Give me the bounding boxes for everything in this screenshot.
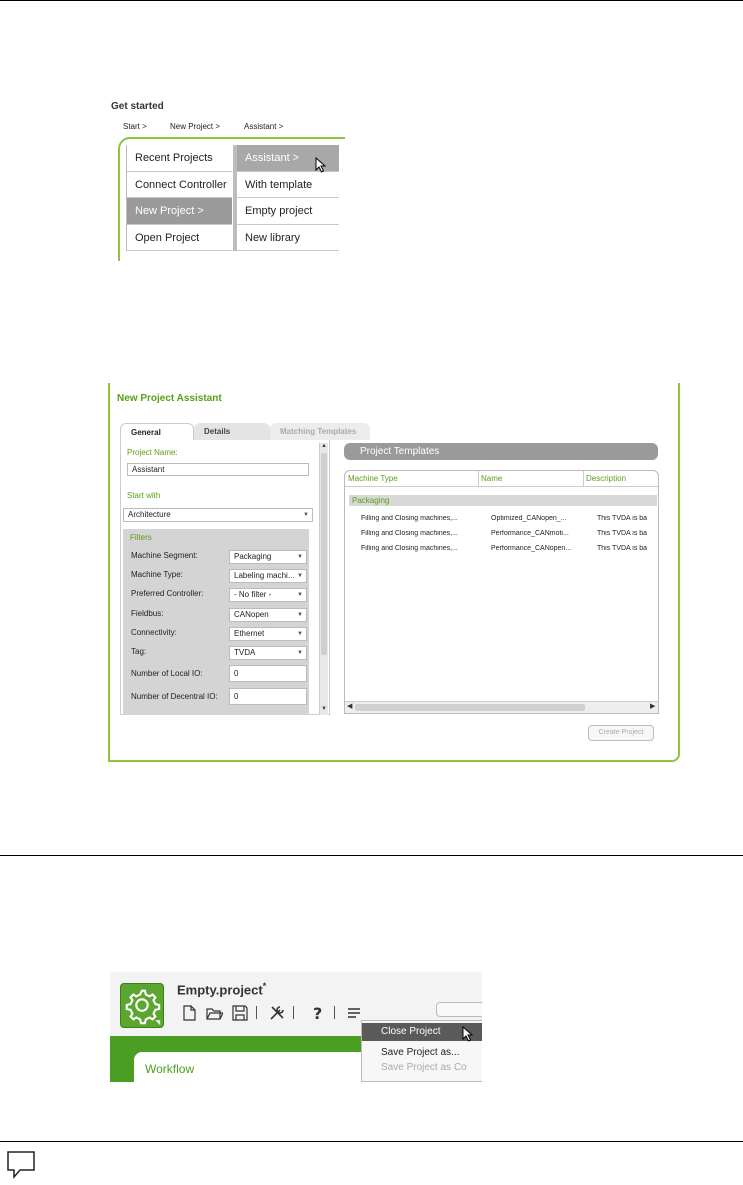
table-row[interactable] (345, 542, 659, 556)
cell-description: This TVDA is ba (597, 515, 648, 522)
get-started-screenshot (109, 97, 345, 261)
scrollbar-thumb[interactable] (355, 704, 585, 711)
workflow-label: Workflow (145, 1062, 195, 1076)
modified-marker: * (262, 981, 267, 991)
dropdown-arrow-icon: ▼ (297, 592, 303, 598)
project-window-screenshot (110, 972, 482, 1082)
dropdown-arrow-icon: ▼ (297, 573, 303, 579)
new-project-assistant-screenshot (108, 383, 680, 762)
menu-new-project[interactable]: New Project > (127, 198, 232, 225)
dropdown-arrow-icon: ▼ (297, 631, 303, 637)
templates-table (344, 470, 659, 714)
project-title (177, 981, 266, 997)
middle-rule (0, 855, 743, 856)
breadcrumb-assistant[interactable]: Assistant > (244, 122, 284, 131)
menu-save-project-as-compressed[interactable]: Save Project as Co (381, 1062, 467, 1073)
decentral-io-input[interactable]: 0 (229, 688, 307, 705)
dropdown-arrow-icon: ▼ (297, 554, 303, 560)
machine-type-label: Machine Type: (131, 570, 183, 579)
tab-details[interactable]: Details (194, 423, 270, 440)
project-filename: Empty.project (177, 982, 263, 998)
save-icon[interactable] (231, 1004, 249, 1022)
start-with-dropdown[interactable] (123, 508, 313, 522)
cell-machine-type: Filling and Closing machines,... (361, 530, 458, 537)
cell-description: This TVDA is ba (597, 530, 648, 537)
left-panel-scrollbar[interactable] (319, 443, 328, 715)
column-machine-type[interactable]: Machine Type (348, 474, 398, 483)
cell-name: Performance_CANmoti... (491, 530, 569, 537)
column-description[interactable]: Description (586, 474, 627, 483)
dropdown-arrow-icon: ▼ (303, 512, 309, 518)
submenu-assistant[interactable]: Assistant > (237, 145, 339, 172)
toolbar-separator (256, 1006, 257, 1019)
scroll-left-icon[interactable]: ◀ (347, 703, 353, 710)
tag-label: Tag: (131, 647, 147, 656)
cell-name: Optimized_CANopen_... (491, 515, 567, 522)
column-name[interactable]: Name (481, 474, 503, 483)
menu-recent-projects[interactable]: Recent Projects (127, 145, 232, 172)
menu-save-project-as[interactable]: Save Project as... (381, 1047, 460, 1058)
dropdown-arrow-icon: ▼ (297, 612, 303, 618)
machine-type-value: Labeling machi... (234, 571, 295, 580)
fieldbus-label: Fieldbus: (131, 609, 164, 618)
new-file-icon[interactable] (180, 1004, 198, 1022)
tools-icon[interactable] (268, 1004, 286, 1022)
cell-machine-type: Filling and Closing machines,... (361, 515, 458, 522)
machine-segment-value: Packaging (234, 552, 272, 561)
local-io-label: Number of Local IO: (131, 669, 203, 678)
scroll-right-icon[interactable]: ▶ (650, 703, 656, 710)
local-io-input[interactable]: 0 (229, 665, 307, 682)
fieldbus-value: CANopen (234, 610, 269, 619)
toolbar-separator (293, 1006, 294, 1019)
filters-panel (123, 529, 309, 715)
get-started-title: Get started (111, 101, 164, 112)
create-project-button[interactable]: Create Project (588, 725, 654, 741)
column-separator (583, 471, 584, 487)
project-name-input[interactable]: Assistant (127, 463, 309, 476)
machine-segment-label: Machine Segment: (131, 551, 198, 560)
table-row[interactable] (345, 527, 659, 541)
open-folder-icon[interactable] (205, 1004, 223, 1022)
filters-heading: Filters (130, 533, 152, 542)
scroll-down-icon[interactable]: ▼ (321, 706, 327, 712)
tag-dropdown[interactable] (229, 646, 307, 660)
mouse-cursor-icon (462, 1026, 474, 1042)
bottom-rule (0, 1141, 743, 1142)
submenu-empty-project[interactable]: Empty project (237, 198, 339, 225)
gear-logo-icon (120, 983, 164, 1028)
submenu-new-library[interactable]: New library (237, 225, 339, 252)
table-header (345, 471, 659, 487)
table-horizontal-scrollbar[interactable] (345, 701, 658, 713)
menu-open-project[interactable]: Open Project (127, 225, 232, 252)
scroll-up-icon[interactable]: ▲ (321, 443, 327, 449)
dropdown-arrow-icon: ▼ (297, 650, 303, 656)
decentral-io-label: Number of Decentral IO: (131, 692, 218, 701)
menu-close-project[interactable]: Close Project (362, 1023, 482, 1041)
tab-general[interactable]: General (120, 423, 194, 440)
breadcrumb-new-project[interactable]: New Project > (170, 122, 221, 131)
top-rule (0, 0, 743, 1)
gear-icon (121, 984, 163, 1027)
fieldbus-dropdown[interactable] (229, 608, 307, 622)
connectivity-value: Ethernet (234, 629, 265, 638)
machine-segment-dropdown[interactable] (229, 550, 307, 564)
project-templates-header: Project Templates (344, 443, 658, 460)
toolbar-dropdown-button[interactable] (436, 1002, 482, 1017)
group-packaging[interactable]: Packaging (349, 495, 657, 506)
preferred-controller-value: - No filter - (234, 590, 272, 599)
cell-name: Performance_CANopen... (491, 545, 572, 552)
svg-text:?: ? (313, 1004, 323, 1022)
start-menu (126, 145, 232, 251)
machine-type-dropdown[interactable] (229, 569, 307, 583)
workflow-panel (134, 1052, 374, 1082)
project-name-label: Project Name: (127, 448, 178, 457)
toolbar-separator (334, 1006, 335, 1019)
assistant-title: New Project Assistant (117, 393, 222, 404)
breadcrumb-start[interactable]: Start > (123, 122, 147, 131)
connectivity-label: Connectivity: (131, 628, 177, 637)
submenu-with-template[interactable]: With template (237, 172, 339, 199)
help-icon[interactable] (309, 1004, 327, 1022)
scrollbar-thumb[interactable] (321, 453, 327, 655)
preferred-controller-dropdown[interactable] (229, 588, 307, 602)
start-with-label: Start with (127, 491, 161, 500)
preferred-controller-label: Preferred Controller: (131, 589, 204, 598)
mouse-cursor-icon (315, 157, 327, 173)
table-row[interactable] (345, 512, 659, 526)
cell-description: This TVDA is ba (597, 545, 648, 552)
tab-matching-templates[interactable]: Matching Templates (270, 423, 370, 440)
column-separator (478, 471, 479, 487)
cell-machine-type: Filling and Closing machines,... (361, 545, 458, 552)
connectivity-dropdown[interactable] (229, 627, 307, 641)
note-icon (6, 1150, 36, 1180)
tag-value: TVDA (234, 648, 256, 657)
menu-connect-controller[interactable]: Connect Controller (127, 172, 232, 199)
start-with-value: Architecture (128, 510, 171, 519)
